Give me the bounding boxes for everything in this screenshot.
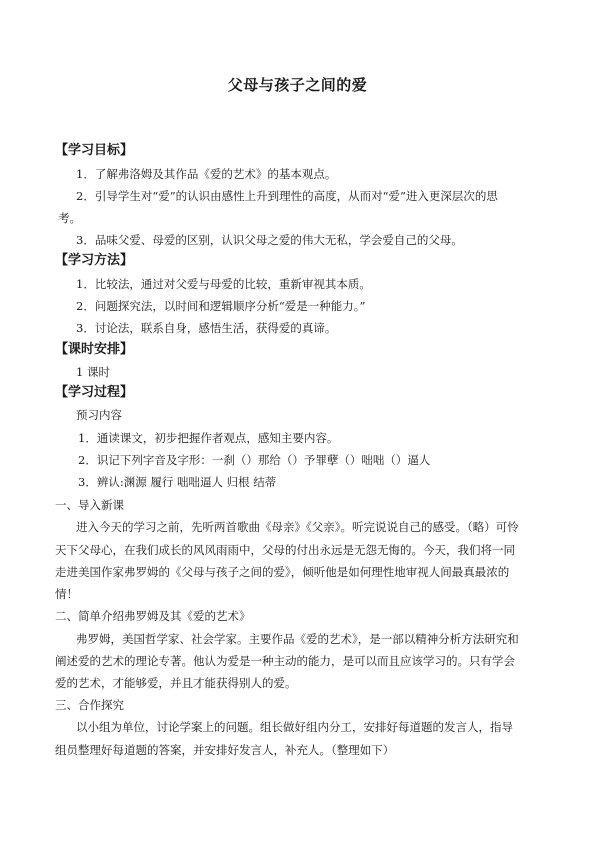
part1-paragraph-line-3: 走进美国作家弗罗姆的《父母与孩子之间的爱》，倾听他是如何理性地审视人间最真最浓的	[55, 565, 510, 579]
part2-paragraph-line-3: 爱的艺术，才能够爱，并且才能获得别人的爱。	[55, 676, 297, 690]
method-item-1: 1．比较法，通过对父爱与母爱的比较，重新审视其本质。	[76, 277, 371, 291]
preview-label: 预习内容	[76, 408, 122, 422]
part2-heading: 二、简单介绍弗罗姆及其《爱的艺术》	[55, 609, 251, 623]
part3-paragraph-line-1: 以小组为单位，讨论学案上的问题。组长做好组内分工，安排好每道题的发言人，指导	[76, 720, 513, 734]
schedule-value: 1 课时	[76, 365, 110, 379]
part2-paragraph-line-2: 阐述爱的艺术的理论专著。他认为爱是一种主动的能力，是可以而且应该学习的。只有学会	[55, 654, 515, 668]
part3-paragraph-line-2: 组员整理好每道题的答案，并安排好发言人，补充人。（整理如下）	[55, 743, 395, 757]
schedule-heading: 【课时安排】	[55, 342, 134, 357]
preview-item-3: 3．辨认:渊源 履行 咄咄逼人 归根 结蒂	[78, 475, 277, 489]
goal-item-2-cont: 考。	[58, 211, 81, 225]
part2-paragraph-line-1: 弗罗姆，美国哲学家、社会学家。主要作品《爱的艺术》，是一部以精神分析方法研究和	[76, 632, 519, 646]
goal-item-1: 1．了解弗洛姆及其作品《爱的艺术》的基本观点。	[76, 167, 337, 181]
method-item-2: 2．问题探究法，以时间和逻辑顺序分析“爱是一种能力。”	[76, 299, 366, 313]
method-item-3: 3．讨论法，联系自身，感悟生活，获得爱的真谛。	[76, 321, 337, 335]
goal-item-2: 2．引导学生对“爱”的认识由感性上升到理性的高度，从而对“爱”进入更深层次的思	[76, 189, 498, 203]
goals-heading: 【学习目标】	[55, 143, 134, 158]
preview-item-2: 2．识记下列字音及字形：一刹（）那给（）予罪孽（）咄咄（）逼人	[78, 453, 431, 467]
part1-paragraph-line-4: 情！	[55, 587, 78, 601]
goal-item-3: 3．品味父爱、母爱的区别，认识父母之爱的伟大无私，学会爱自己的父母。	[76, 233, 463, 247]
part1-paragraph-line-1: 进入今天的学习之前，先听两首歌曲《母亲》《父亲》。听完说说自己的感受。（略）可怜	[76, 520, 519, 534]
part1-heading: 一、导入新课	[55, 498, 124, 512]
preview-item-1: 1．通读课文，初步把握作者观点，感知主要内容。	[78, 431, 339, 445]
process-heading: 【学习过程】	[55, 385, 134, 400]
part1-paragraph-line-2: 天下父母心，在我们成长的风风雨雨中，父母的付出永远是无怨无悔的。今天，我们将一同	[55, 543, 515, 557]
part3-heading: 三、合作探究	[55, 698, 124, 712]
methods-heading: 【学习方法】	[55, 253, 134, 268]
page-title: 父母与孩子之间的爱	[227, 76, 368, 94]
